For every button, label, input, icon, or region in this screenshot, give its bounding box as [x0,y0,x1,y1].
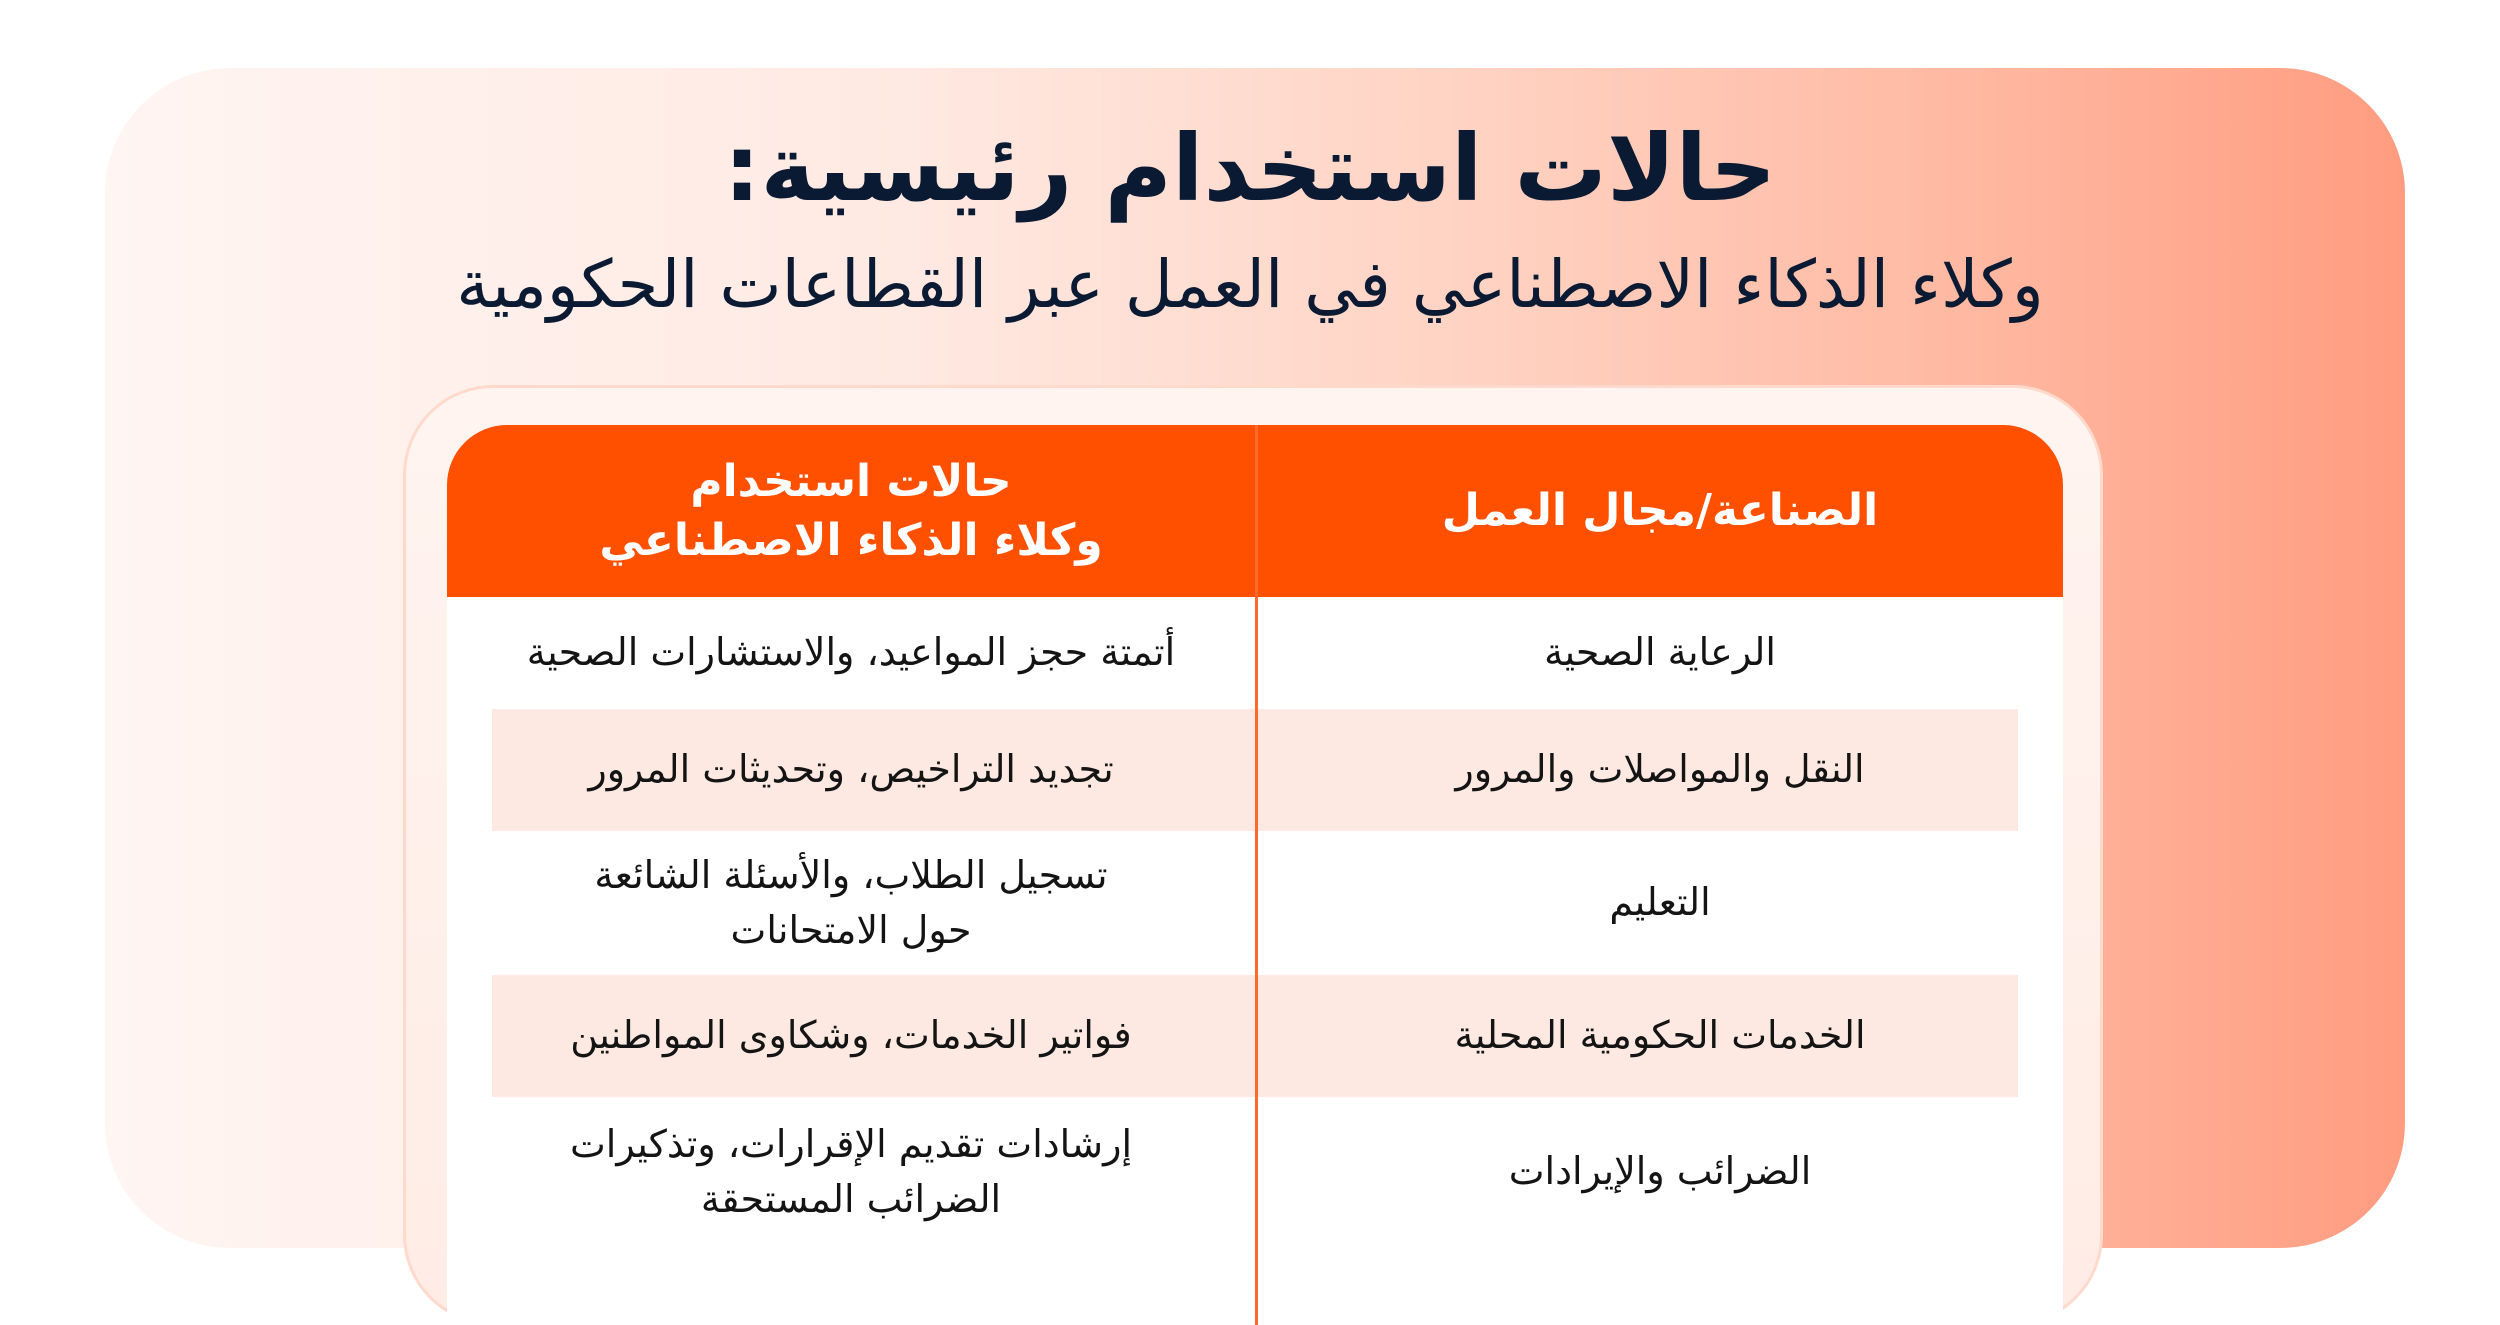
sector-cell: التعليم [1609,880,1711,925]
use-case-cell: أتمتة حجز المواعيد، والاستشارات الصحية [526,630,1176,675]
sector-cell: الضرائب والإيرادات [1508,1149,1812,1194]
column-header-sector-label: الصناعة/مجال العمل [1441,485,1879,537]
use-case-cell: إرشادات تقديم الإقرارات، وتذكيرات الضرائب المستحقة [569,1121,1133,1221]
column-header-use-cases [447,425,1255,597]
sector-cell: الخدمات الحكومية المحلية [1454,1013,1866,1058]
column-header-sector [1257,425,2063,597]
use-case-cell: تسجيل الطلاب، والأسئلة الشائعة حول الامتحانات [594,852,1108,952]
use-case-cell: فواتير الخدمات، وشكاوى المواطنين [570,1013,1132,1058]
use-cases-table [447,425,2063,1325]
column-divider [1255,425,1258,1325]
column-header-use-cases-label: حالات استخدام وكلاء الذكاء الاصطناعي [599,455,1103,566]
use-case-cell: تجديد التراخيص، وتحديثات المرور [588,747,1114,792]
page-subtitle: وكلاء الذكاء الاصطناعي في العمل عبر القطاعات الحكومية [456,246,2044,323]
sector-cell: الرعاية الصحية [1544,630,1776,675]
sector-cell: النقل والمواصلات والمرور [1455,747,1865,792]
page-title: حالات استخدام رئيسية: [723,115,1777,222]
